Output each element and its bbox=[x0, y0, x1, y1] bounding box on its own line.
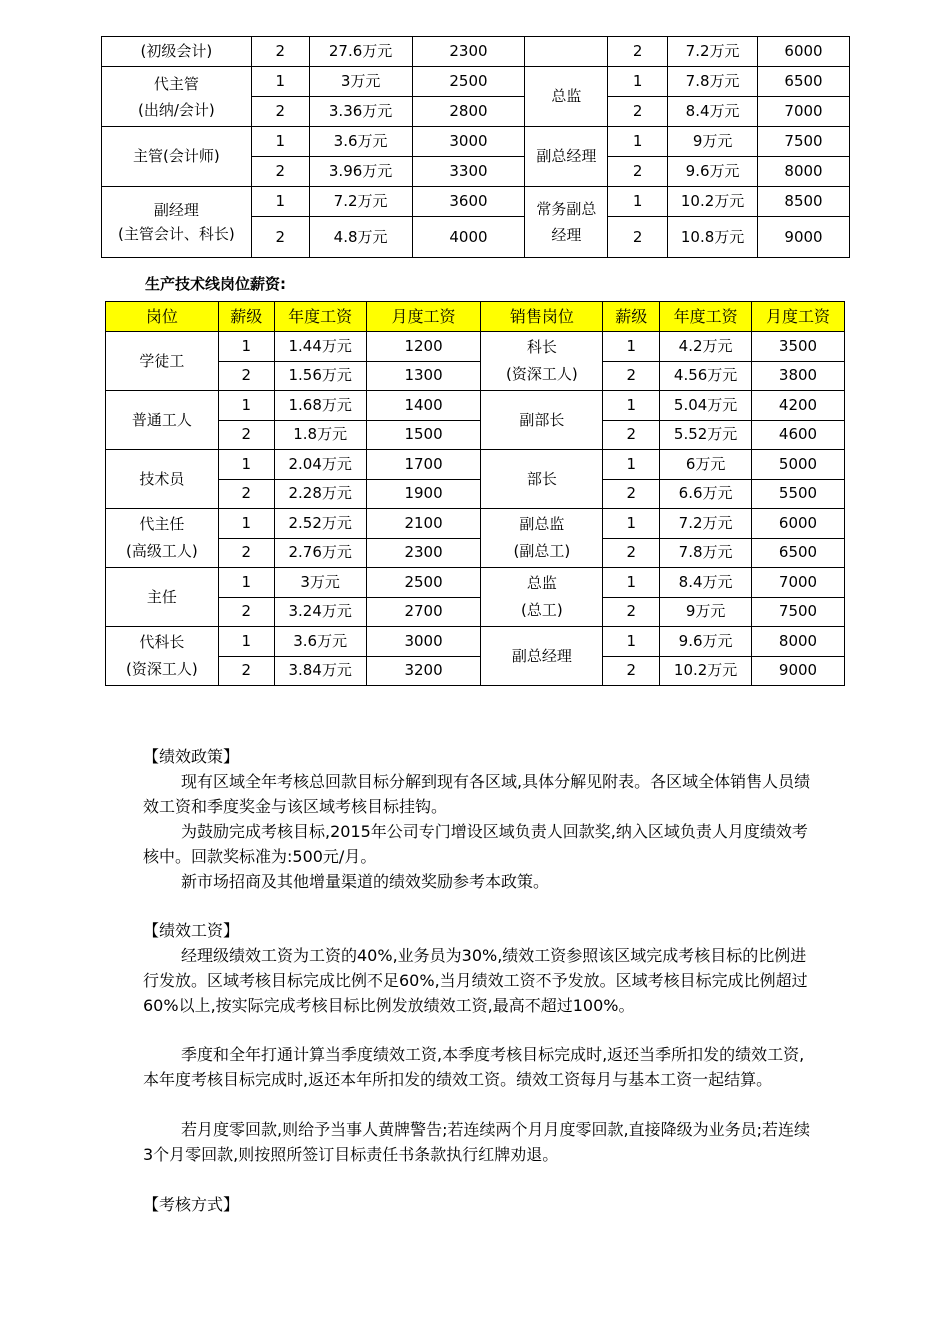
level-cell: 2 bbox=[603, 361, 660, 391]
annual-salary-cell: 27.6万元 bbox=[309, 37, 412, 67]
position-subtitle: (出纳/会计) bbox=[138, 100, 215, 119]
monthly-salary-cell: 2500 bbox=[412, 67, 525, 97]
monthly-salary-cell: 7000 bbox=[758, 97, 850, 127]
monthly-salary-cell: 2700 bbox=[366, 597, 481, 627]
level-cell: 1 bbox=[603, 391, 660, 421]
monthly-salary-cell: 1500 bbox=[366, 420, 481, 450]
table-row bbox=[106, 509, 845, 539]
annual-salary-cell: 5.52万元 bbox=[660, 420, 752, 450]
header-monthly-salary: 月度工资 bbox=[366, 302, 481, 332]
annual-salary-cell: 2.76万元 bbox=[274, 538, 366, 568]
annual-salary-cell: 2.52万元 bbox=[274, 509, 366, 539]
monthly-salary-cell: 8000 bbox=[758, 157, 850, 187]
monthly-salary-cell: 5500 bbox=[752, 479, 845, 509]
management-salary-table bbox=[101, 36, 850, 258]
header-monthly-salary: 月度工资 bbox=[752, 302, 845, 332]
section-heading-assessment-method: 【考核方式】 bbox=[143, 1195, 240, 1214]
position-cell bbox=[481, 450, 603, 509]
position-cell bbox=[525, 37, 608, 67]
annual-salary-cell: 1.44万元 bbox=[274, 332, 366, 362]
position-cell bbox=[481, 568, 603, 627]
table-row bbox=[102, 187, 850, 217]
header-level: 薪级 bbox=[603, 302, 660, 332]
monthly-salary-cell: 1900 bbox=[366, 479, 481, 509]
annual-salary-cell: 7.8万元 bbox=[660, 538, 752, 568]
level-cell: 2 bbox=[218, 538, 274, 568]
position-subtitle: (资深工人) bbox=[126, 660, 198, 678]
annual-salary-cell: 3万元 bbox=[274, 568, 366, 598]
monthly-salary-cell: 3000 bbox=[412, 127, 525, 157]
level-cell: 1 bbox=[603, 568, 660, 598]
position-cell bbox=[106, 450, 219, 509]
header-annual-salary: 年度工资 bbox=[274, 302, 366, 332]
table-row bbox=[106, 332, 845, 362]
annual-salary-cell: 5.04万元 bbox=[660, 391, 752, 421]
monthly-salary-cell: 2300 bbox=[412, 37, 525, 67]
monthly-salary-cell: 1200 bbox=[366, 332, 481, 362]
annual-salary-cell: 10.2万元 bbox=[660, 656, 752, 686]
level-cell: 2 bbox=[251, 217, 309, 258]
paragraph: 若月度零回款,则给予当事人黄牌警告;若连续两个月月度零回款,直接降级为业务员;若连续3个月零回款,则按照所签订目标责任书条款执行红牌劝退。 bbox=[143, 1120, 810, 1164]
table-row bbox=[106, 568, 845, 598]
position-title: 副经理 bbox=[153, 201, 199, 219]
monthly-salary-cell: 6000 bbox=[752, 509, 845, 539]
annual-salary-cell: 10.8万元 bbox=[668, 217, 758, 258]
position-cell: 主管(会计师) bbox=[102, 127, 252, 187]
annual-salary-cell: 7.2万元 bbox=[660, 509, 752, 539]
position-subtitle: (副总工) bbox=[513, 542, 571, 560]
monthly-salary-cell: 5000 bbox=[752, 450, 845, 480]
annual-salary-cell: 3.96万元 bbox=[309, 157, 412, 187]
level-cell: 2 bbox=[603, 597, 660, 627]
monthly-salary-cell: 7500 bbox=[758, 127, 850, 157]
annual-salary-cell: 9万元 bbox=[668, 127, 758, 157]
monthly-salary-cell: 9000 bbox=[758, 217, 850, 258]
position-title: 副总经理 bbox=[511, 646, 572, 665]
level-cell: 2 bbox=[608, 157, 668, 187]
production-sales-salary-table bbox=[105, 301, 845, 686]
level-cell: 1 bbox=[218, 450, 274, 480]
level-cell: 1 bbox=[218, 332, 274, 362]
monthly-salary-cell: 3800 bbox=[752, 361, 845, 391]
paragraph: 经理级绩效工资为工资的40%,业务员为30%,绩效工资参照该区域完成考核目标的比例进行发放。区域考核目标完成比例不足60%,当月绩效工资不予发放。区域考核目标完成比例超过60%以上,按实际完成考核目标比例发放绩效工资,最高不超过100%。 bbox=[143, 946, 808, 1015]
level-cell: 1 bbox=[608, 127, 668, 157]
position-cell bbox=[106, 509, 219, 568]
monthly-salary-cell: 2800 bbox=[412, 97, 525, 127]
position-title: 学徒工 bbox=[139, 351, 185, 370]
annual-salary-cell: 7.2万元 bbox=[309, 187, 412, 217]
annual-salary-cell: 2.04万元 bbox=[274, 450, 366, 480]
monthly-salary-cell: 9000 bbox=[752, 656, 845, 686]
position-title: 总监 bbox=[526, 574, 557, 592]
level-cell: 1 bbox=[251, 127, 309, 157]
annual-salary-cell: 8.4万元 bbox=[660, 568, 752, 598]
level-cell: 2 bbox=[218, 420, 274, 450]
monthly-salary-cell: 8500 bbox=[758, 187, 850, 217]
monthly-salary-cell: 4000 bbox=[412, 217, 525, 258]
monthly-salary-cell: 3200 bbox=[366, 656, 481, 686]
table-row bbox=[106, 450, 845, 480]
position-subtitle: (资深工人) bbox=[505, 365, 578, 383]
position-cell bbox=[106, 627, 219, 686]
header-sales-position: 销售岗位 bbox=[481, 302, 603, 332]
level-cell: 1 bbox=[251, 67, 309, 97]
monthly-salary-cell: 4200 bbox=[752, 391, 845, 421]
annual-salary-cell: 9.6万元 bbox=[668, 157, 758, 187]
position-cell bbox=[106, 332, 219, 391]
annual-salary-cell: 8.4万元 bbox=[668, 97, 758, 127]
monthly-salary-cell: 6500 bbox=[758, 67, 850, 97]
position-title: 部长 bbox=[526, 469, 557, 488]
header-level: 薪级 bbox=[218, 302, 274, 332]
position-cell: 总监 bbox=[525, 67, 608, 127]
level-cell: 1 bbox=[603, 332, 660, 362]
table-row bbox=[106, 627, 845, 657]
monthly-salary-cell: 8000 bbox=[752, 627, 845, 657]
level-cell: 2 bbox=[603, 420, 660, 450]
header-position: 岗位 bbox=[106, 302, 219, 332]
level-cell: 2 bbox=[608, 97, 668, 127]
position-subtitle: (高级工人) bbox=[126, 542, 198, 560]
monthly-salary-cell: 2300 bbox=[366, 538, 481, 568]
section-title: 生产技术线岗位薪资: bbox=[145, 275, 286, 293]
level-cell: 1 bbox=[603, 450, 660, 480]
monthly-salary-cell: 7000 bbox=[752, 568, 845, 598]
level-cell: 1 bbox=[603, 509, 660, 539]
level-cell: 2 bbox=[608, 217, 668, 258]
position-title: 常务副总 bbox=[536, 200, 597, 218]
annual-salary-cell: 4.8万元 bbox=[309, 217, 412, 258]
header-annual-salary: 年度工资 bbox=[660, 302, 752, 332]
annual-salary-cell: 3万元 bbox=[309, 67, 412, 97]
position-subtitle: 经理 bbox=[551, 226, 582, 244]
monthly-salary-cell: 1400 bbox=[366, 391, 481, 421]
position-cell bbox=[481, 332, 603, 391]
level-cell: 1 bbox=[603, 627, 660, 657]
table-row bbox=[102, 37, 850, 67]
monthly-salary-cell: 3500 bbox=[752, 332, 845, 362]
level-cell: 1 bbox=[608, 67, 668, 97]
annual-salary-cell: 7.8万元 bbox=[668, 67, 758, 97]
annual-salary-cell: 3.6万元 bbox=[274, 627, 366, 657]
position-title: 主任 bbox=[146, 587, 177, 606]
level-cell: 2 bbox=[608, 37, 668, 67]
position-cell bbox=[481, 509, 603, 568]
level-cell: 1 bbox=[218, 627, 274, 657]
position-title: 代科长 bbox=[139, 633, 185, 651]
annual-salary-cell: 3.84万元 bbox=[274, 656, 366, 686]
table-row bbox=[102, 127, 850, 157]
position-cell bbox=[525, 187, 608, 258]
level-cell: 2 bbox=[218, 597, 274, 627]
annual-salary-cell: 1.68万元 bbox=[274, 391, 366, 421]
annual-salary-cell: 1.8万元 bbox=[274, 420, 366, 450]
level-cell: 1 bbox=[218, 391, 274, 421]
monthly-salary-cell: 2500 bbox=[366, 568, 481, 598]
monthly-salary-cell: 3600 bbox=[412, 187, 525, 217]
annual-salary-cell: 7.2万元 bbox=[668, 37, 758, 67]
position-title: 代主任 bbox=[139, 515, 185, 533]
position-title: 副总监 bbox=[519, 515, 565, 533]
annual-salary-cell: 9.6万元 bbox=[660, 627, 752, 657]
monthly-salary-cell: 3300 bbox=[412, 157, 525, 187]
monthly-salary-cell: 1300 bbox=[366, 361, 481, 391]
table-row bbox=[102, 67, 850, 97]
annual-salary-cell: 3.6万元 bbox=[309, 127, 412, 157]
position-subtitle: (总工) bbox=[520, 601, 563, 619]
monthly-salary-cell: 3000 bbox=[366, 627, 481, 657]
header-row bbox=[106, 302, 845, 332]
position-cell: 副总经理 bbox=[525, 127, 608, 187]
monthly-salary-cell: 6500 bbox=[752, 538, 845, 568]
level-cell: 1 bbox=[251, 187, 309, 217]
section-heading-performance-pay: 【绩效工资】 bbox=[143, 921, 240, 940]
position-title: 技术员 bbox=[139, 469, 185, 488]
position-cell: (初级会计) bbox=[102, 37, 252, 67]
position-cell bbox=[102, 187, 252, 258]
monthly-salary-cell: 6000 bbox=[758, 37, 850, 67]
annual-salary-cell: 3.24万元 bbox=[274, 597, 366, 627]
paragraph: 为鼓励完成考核目标,2015年公司专门增设区域负责人回款奖,纳入区域负责人月度绩效考核中。回款奖标准为:500元/月。 bbox=[143, 822, 808, 866]
monthly-salary-cell: 7500 bbox=[752, 597, 845, 627]
level-cell: 2 bbox=[251, 97, 309, 127]
annual-salary-cell: 4.56万元 bbox=[660, 361, 752, 391]
paragraph: 现有区域全年考核总回款目标分解到现有各区域,具体分解见附表。各区域全体销售人员绩效工资和季度奖金与该区域考核目标挂钩。 bbox=[143, 772, 811, 816]
level-cell: 2 bbox=[218, 479, 274, 509]
level-cell: 2 bbox=[218, 656, 274, 686]
level-cell: 2 bbox=[603, 656, 660, 686]
level-cell: 1 bbox=[218, 509, 274, 539]
position-cell bbox=[106, 391, 219, 450]
monthly-salary-cell: 2100 bbox=[366, 509, 481, 539]
position-cell bbox=[481, 391, 603, 450]
position-subtitle: (主管会计、科长) bbox=[118, 225, 235, 243]
annual-salary-cell: 2.28万元 bbox=[274, 479, 366, 509]
position-title: 普通工人 bbox=[131, 410, 192, 429]
annual-salary-cell: 1.56万元 bbox=[274, 361, 366, 391]
monthly-salary-cell: 1700 bbox=[366, 450, 481, 480]
position-title: 代主管 bbox=[153, 74, 199, 93]
level-cell: 2 bbox=[251, 157, 309, 187]
annual-salary-cell: 10.2万元 bbox=[668, 187, 758, 217]
level-cell: 2 bbox=[251, 37, 309, 67]
annual-salary-cell: 9万元 bbox=[660, 597, 752, 627]
level-cell: 1 bbox=[218, 568, 274, 598]
level-cell: 2 bbox=[603, 479, 660, 509]
annual-salary-cell: 6万元 bbox=[660, 450, 752, 480]
annual-salary-cell: 6.6万元 bbox=[660, 479, 752, 509]
annual-salary-cell: 4.2万元 bbox=[660, 332, 752, 362]
section-heading-performance-policy: 【绩效政策】 bbox=[143, 747, 240, 766]
annual-salary-cell: 3.36万元 bbox=[309, 97, 412, 127]
level-cell: 2 bbox=[603, 538, 660, 568]
paragraph: 季度和全年打通计算当季度绩效工资,本季度考核目标完成时,返还当季所扣发的绩效工资,本年度考核目标完成时,返还本年所扣发的绩效工资。绩效工资每月与基本工资一起结算。 bbox=[143, 1045, 805, 1089]
monthly-salary-cell: 4600 bbox=[752, 420, 845, 450]
position-cell bbox=[481, 627, 603, 686]
position-cell bbox=[106, 568, 219, 627]
table-row bbox=[106, 391, 845, 421]
level-cell: 2 bbox=[218, 361, 274, 391]
position-cell bbox=[102, 67, 252, 127]
paragraph: 新市场招商及其他增量渠道的绩效奖励参考本政策。 bbox=[181, 872, 550, 891]
position-title: 科长 bbox=[526, 338, 557, 356]
position-title: 副部长 bbox=[519, 410, 565, 429]
level-cell: 1 bbox=[608, 187, 668, 217]
